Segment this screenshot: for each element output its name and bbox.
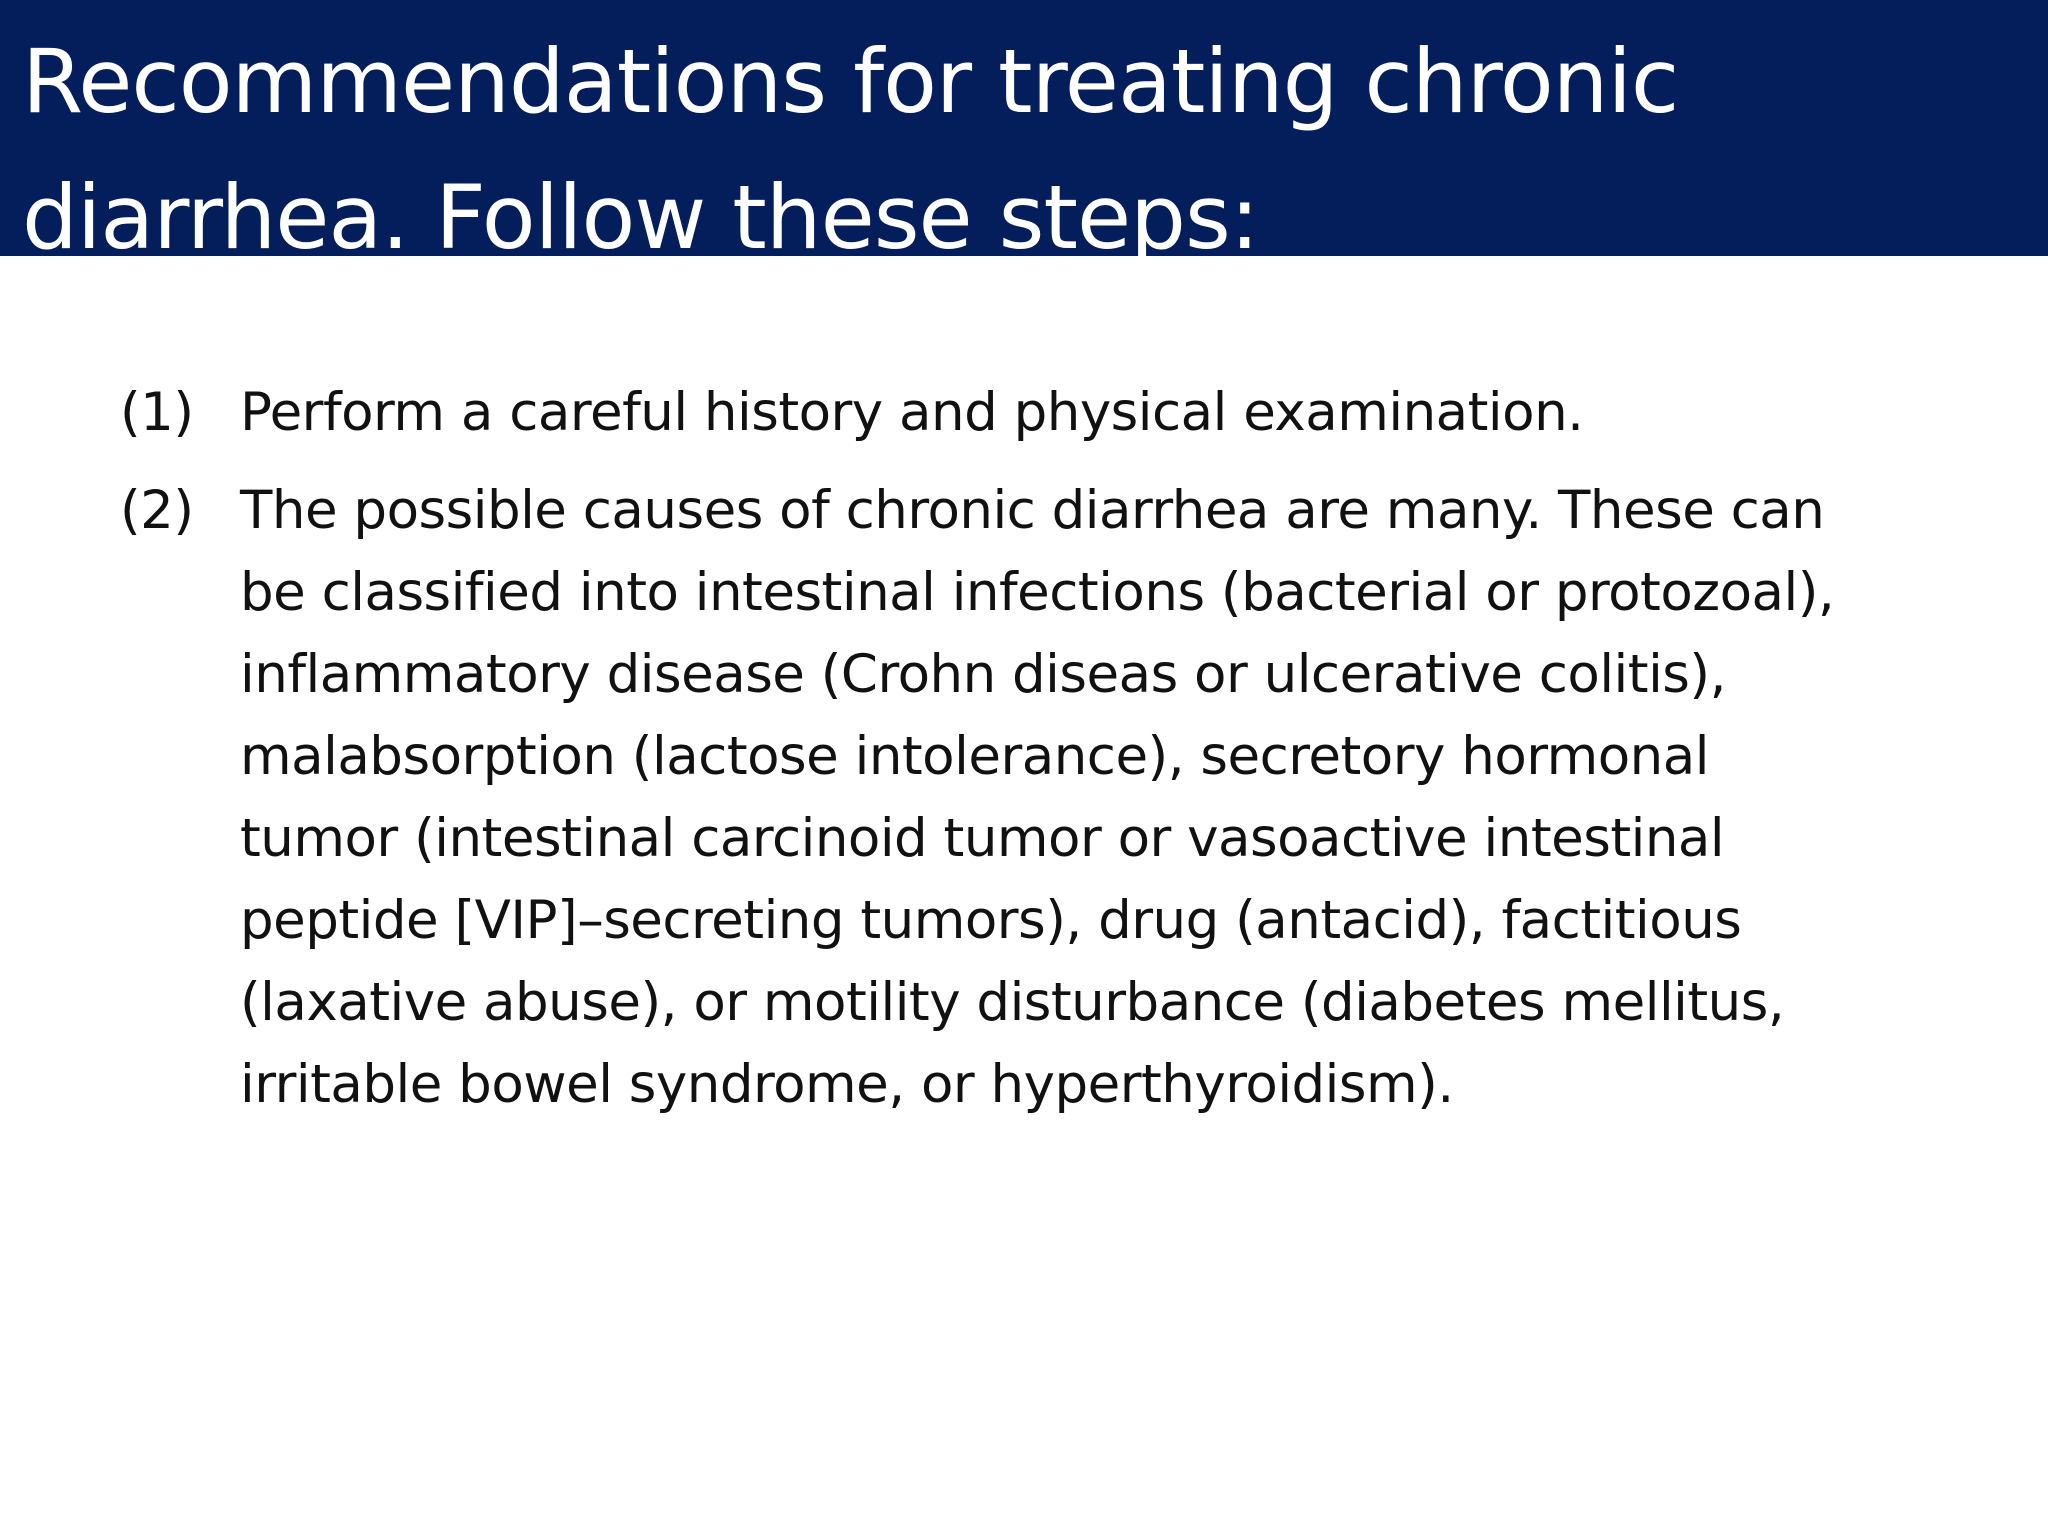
step-text: Perform a careful history and physical examination. xyxy=(240,382,1584,443)
title-bar xyxy=(0,0,2048,269)
step-text: The possible causes of chronic diarrhea are many. These can be classified into intestinal infections (bacterial or protozoal), inflammatory disease (Crohn diseas or ulcerative colitis), malabsorption (lactose intolerance), secretory hormonal tumor (intestinal carcinoid tumor or vasoactive intestinal peptide [VIP]–secreting tumors), drug (antacid), factitious (laxative abuse), or motility disturbance (diabetes mellitus, irritable bowel syndrome, or hyperthyroidism). xyxy=(240,480,1835,1115)
slide-title: Recommendations for treating chronic diarrhea. Follow these steps: xyxy=(22,30,1679,269)
step-number: (2) xyxy=(120,480,194,541)
step-number: (1) xyxy=(120,382,194,443)
step-item-1 xyxy=(120,372,1960,454)
step-item-2 xyxy=(120,470,1960,1126)
steps-list xyxy=(120,372,1960,1142)
